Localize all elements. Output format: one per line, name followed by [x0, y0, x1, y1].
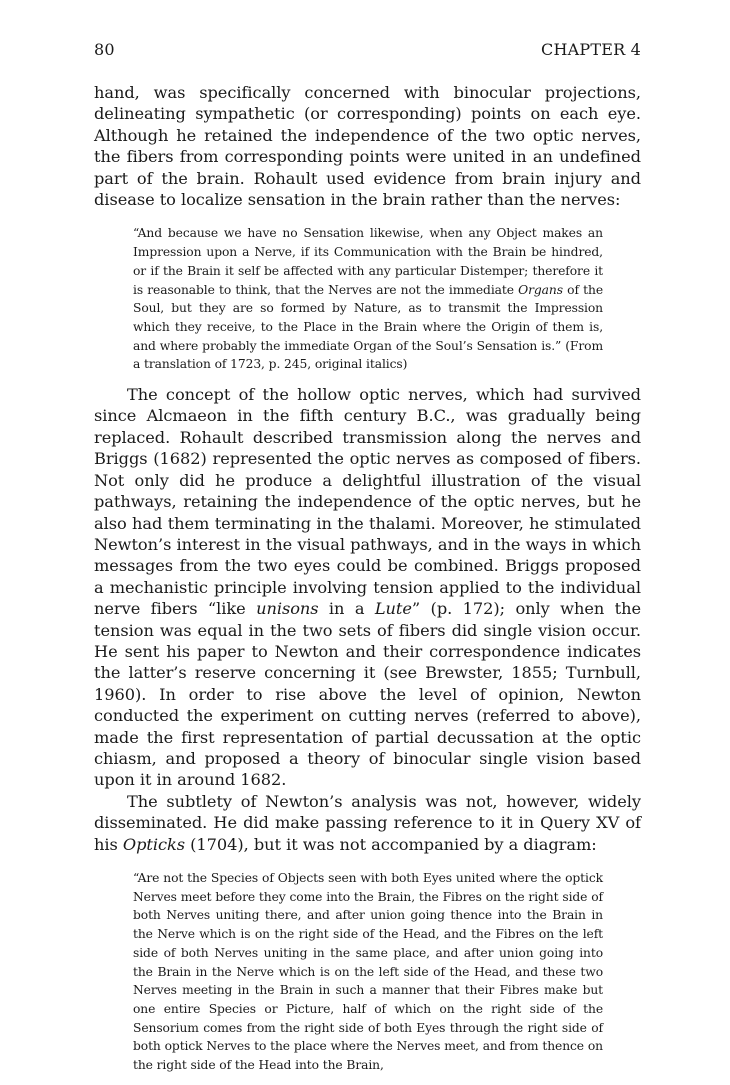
quote-2-text: “Are not the Species of Objects seen with both Eyes united where the optick Nerves meet before they come into the Brain, the Fibres on the right side of both Nerves uniting there, and after union going thence into the Brain in the Nerve which is on the right side of the Head, and the Fibres on the left side of both Nerves uniting in the same place, and after union going into the Brain in the Nerve which is on the left side of the Head, and these two Nerves meeting in the Brain in such a manner that their Fibres make but one entire Species or Picture, half of which on the right side of the Sensorium comes from the right side of both Eyes through the right side of both optick Nerves to the place where the Nerves meet, and from thence on the right side of the Head into the Brain,	[133, 871, 603, 1073]
running-head	[94, 40, 641, 62]
paragraph-2: The concept of the hollow optic nerves, which had survived since Alcmaeon in the fifth century B.C., was gradually being replaced. Rohault described transmission along the nerves and Briggs (1682) represented the optic nerves as composed of fibers. Not only did he produce a delightful illustration of the visual pathways, retaining the independence of the optic nerves, but he also had them terminating in the thalami. Moreover, he stimulated Newton’s interest in the visual pathways, and in the ways in which messages from the two eyes could be combined. Briggs proposed a mechanistic principle involving tension applied to the individual nerve fibers “like unisons in a Lute” (p. 172); only when the tension was equal in the two sets of fibers did single vision occur. He sent his paper to Newton and their correspondence indicates the latter’s reserve concerning it (see Brewster, 1855; Turnbull, 1960). In order to rise above the level of opinion, Newton conducted the experiment on cutting nerves (referred to above), made the first representation of partial decussation at the optic chiasm, and proposed a theory of binocular single vision based upon it in around 1682.	[94, 385, 641, 790]
book-page	[94, 40, 641, 1085]
quote-1-text: “And because we have no Sensation likewise, when any Object makes an Impression upon a Nerve, if its Communication with the Brain be hindred, or if the Brain it self be affected with any particular Distemper; therefore it is reasonable to think, that the Nerves are not the immediate Organs of the Soul, but they are so formed by Nature, as to transmit the Impression which they receive, to the Place in the Brain where the Origin of them is, and where probably the immediate Organ of the Soul’s Sensation is.” (From a translation of 1723, p. 245, original italics)	[133, 226, 603, 372]
paragraph-1: hand, was specifically concerned with binocular projections, delineating sympathetic (or corresponding) points on each eye. Although he retained the independence of the two optic nerves, the fibers from corresponding points were united in an undefined part of the brain. Rohault used evidence from brain injury and disease to localize sensation in the brain rather than the nerves:	[94, 83, 641, 210]
page-number: 80	[94, 40, 115, 59]
paragraph-3: The subtlety of Newton’s analysis was not, however, widely disseminated. He did make passing reference to it in Query XV of his Opticks (1704), but it was not accompanied by a diagram:	[94, 791, 641, 854]
block-quote-rohault	[133, 224, 603, 374]
chapter-label: CHAPTER 4	[541, 40, 641, 59]
block-quote-newton	[133, 869, 603, 1075]
